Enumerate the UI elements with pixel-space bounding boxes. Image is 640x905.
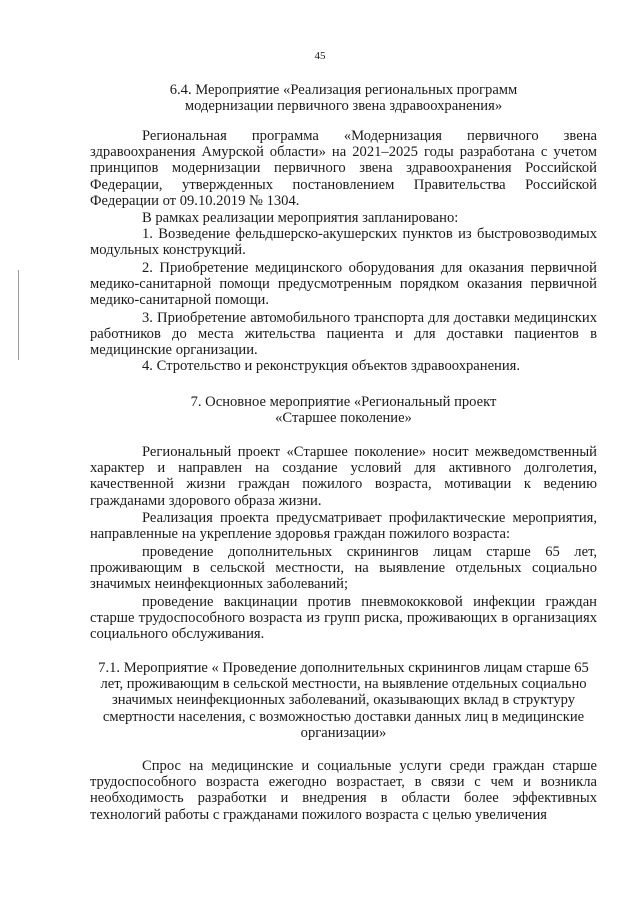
section-7-paragraph-1: Региональный проект «Старшее поколение» носит межведомственный характер и направлен на создание условий для активного долголетия, качественной жизни граждан пожилого возраста, мотивации к ведению гражданами здорового образа жизни.	[90, 444, 597, 509]
section-6-4-list-item-3: 3. Приобретение автомобильного транспорта для доставки медицинских работников до места жительства пациента и для доставки пациентов в медицинские организации.	[90, 310, 597, 359]
section-6-4-paragraph-1: Региональная программа «Модернизация первичного звена здравоохранения Амурской области» на 2021–2025 годы разработана с учетом принципов модернизации первичного звена здравоохранения Российской Федерации, утвержденных постановлением Правительства Российской Федерации от 09.10.2019 № 1304.	[90, 128, 597, 209]
section-6-4-list-item-4: 4. Стротельство и реконструкция объектов здравоохранения.	[142, 358, 521, 374]
section-7-heading	[90, 394, 597, 426]
section-6-4-list-item-1: 1. Возведение фельдшерско-акушерских пунктов из быстровозводимых модульных конструкций.	[90, 226, 597, 259]
section-6-4-heading: 6.4. Мероприятие «Реализация региональных программ модернизации первичного звена здравоохранения»	[169, 82, 518, 115]
section-7-paragraph-2: Реализация проекта предусматривает профилактические мероприятия, направленные на укрепление здоровья граждан пожилого возраста:	[90, 510, 597, 543]
section-7-heading-line-1: 7. Основное мероприятие «Региональный проект	[190, 394, 497, 410]
section-6-4-paragraph-2: В рамках реализации мероприятия запланировано:	[142, 210, 459, 226]
section-7-1-heading: 7.1. Мероприятие « Проведение дополнительных скринингов лицам старше 65 лет, проживающим в сельской местности, на выявление отдельных социально значимых неинфекционных заболеваний, оказывающих вклад в структуру смертности населения, с возможностью доставки данных лиц в медицинские организации»	[98, 660, 589, 741]
section-7-paragraph-3: проведение дополнительных скринингов лицам старше 65 лет, проживающим в сельской местности, на выявление отдельных социально значимых неинфекционных заболеваний;	[90, 544, 597, 593]
section-7-1-paragraph-1: Спрос на медицинские и социальные услуги среди граждан старше трудоспособного возраста ежегодно возрастает, в связи с чем и возникла необходимость разработки и внедрения в области более эффективных технологий работы с гражданами пожилого возраста с целью увеличения	[90, 758, 597, 823]
section-6-4-list-item-2: 2. Приобретение медицинского оборудования для оказания первичной медико-санитарной помощи предусмотренным порядком оказания первичной медико-санитарной помощи.	[90, 260, 597, 309]
section-7-paragraph-4: проведение вакцинации против пневмококковой инфекции граждан старше трудоспособного возраста из групп риска, проживающих в организациях социального обслуживания.	[90, 594, 597, 643]
page-number: 45	[314, 50, 326, 62]
scan-margin-line	[18, 270, 19, 360]
section-7-heading-line-2: «Старшее поколение»	[275, 410, 412, 427]
